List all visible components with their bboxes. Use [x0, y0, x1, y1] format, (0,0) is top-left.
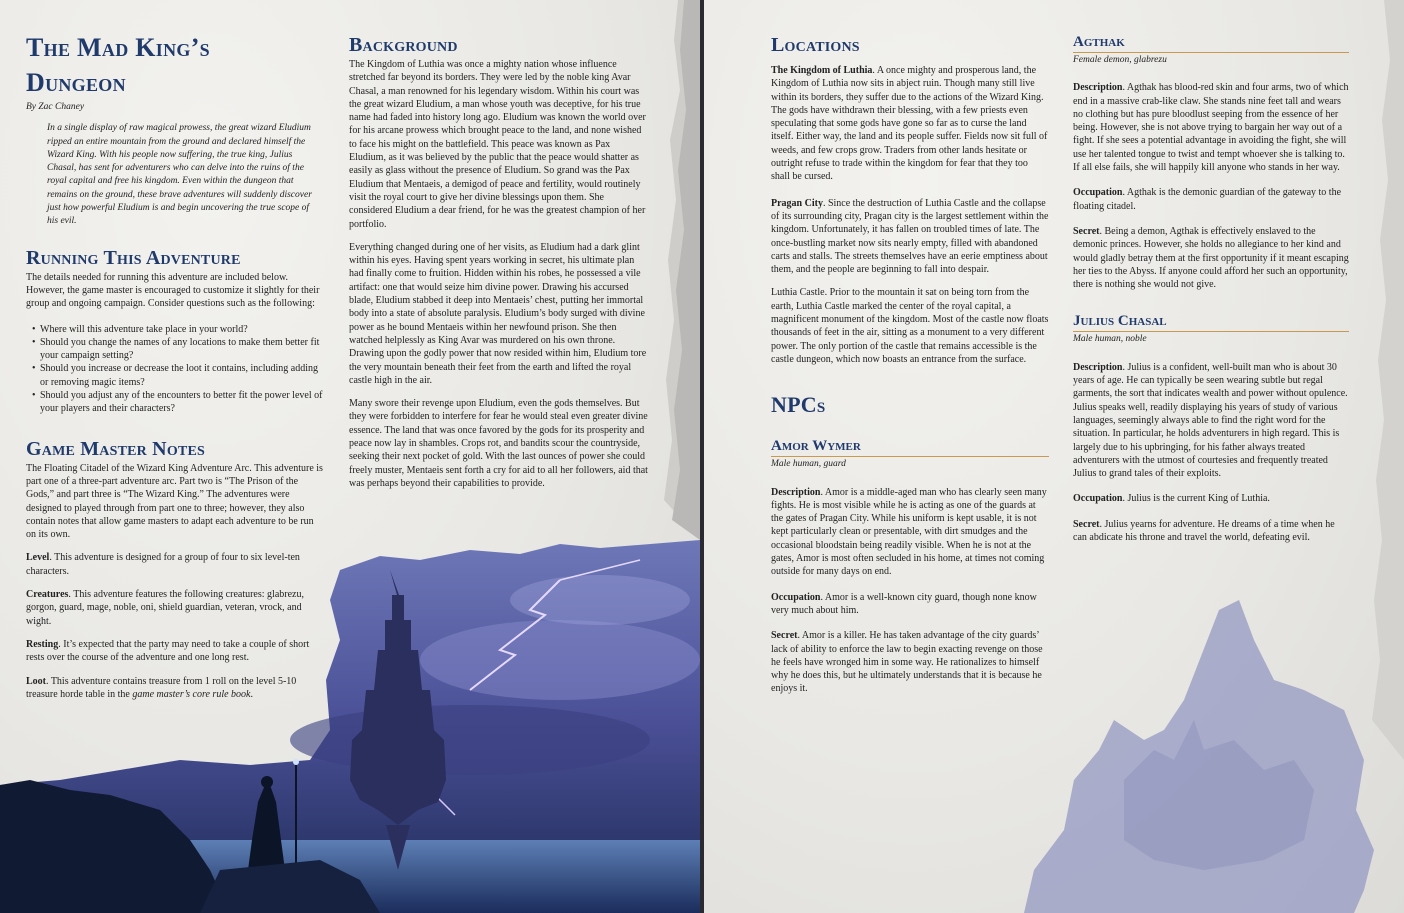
locations-heading: Locations [771, 34, 860, 56]
amor-subtitle: Male human, guard [771, 459, 846, 470]
amor-description [771, 486, 1049, 579]
title-line-2: Dungeon [26, 68, 126, 97]
agthak-secret [1073, 225, 1349, 291]
floating-citadel-artwork [0, 540, 700, 913]
amor-secret-text: . Amor is a killer. He has taken advantage of the city guards’ lack of ability to enforce the law to begin exacting revenge on those he feels have wronged him in some way. He rationalizes to himself why he does this, but he ultimately understands that it is because he enjoys it. [771, 630, 1043, 695]
pragan-paragraph [771, 197, 1049, 277]
background-p2: Everything changed during one of her visits, as Eludium had a dark glint within his eyes. Having spent years working in secret, his ultimate plan had finally come to fruition. Hidden within his robes, he possessed a vile artifact: one that would seize him divine power. Drawing his accursed blade, Eludium stabbed it deep into Mentaeis’ chest, putting her immortal body into a state of absolute paralysis. Eludium’s body surged with divine power as he bound Mentaeis within her newfound prison. She then watched helplessly as King Avar was murdered on his own throne. Drawing upon the godly power that now resided within him, Eludium tore the very mountain beneath their feet from the earth and lifted the royal castle high in the air. [349, 241, 647, 386]
creatures-label: Creatures [26, 589, 69, 601]
running-text: The details needed for running this adventure are included below. However, the game master is encouraged to customize it slightly for their group and ongoing campaign. Consider questions such as the following: [26, 271, 320, 310]
npcs-heading: NPCs [771, 392, 826, 418]
bullet-item: • Where will this adventure take place in your world? [40, 323, 324, 336]
julius-secret-label: Secret [1073, 518, 1100, 530]
amor-desc-label: Description [771, 486, 821, 498]
left-column-2 [349, 34, 649, 490]
intro-text: In a single display of raw magical prowess, the great wizard Eludium ripped an entire mountain from the ground and declared himself the Wizard King. With his people now suffering, the true king, Julius Chasal, has sent for adventurers who can delve into the ruins of the royal capital and free his kingdom. Even within the dungeon that remains on the ground, these brave adventures will suddenly discover just how powerful Eludium is and begin uncovering the true scope of his evil. [47, 123, 312, 227]
loot-text: . This adventure contains treasure from 1 roll on the level 5-10 treasure horde table in the [26, 675, 297, 700]
agthak-subtitle: Female demon, glabrezu [1073, 55, 1167, 65]
agthak-occupation [1073, 186, 1349, 213]
julius-secret-text: . Julius yearns for adventure. He dreams of a time when he can abdicate his throne and travel the world, defeating evil. [1073, 518, 1335, 544]
bullet-item: • Should you adjust any of the encounters to better fit the power level of your players and their characters? [40, 389, 324, 416]
author-byline: By Zac Chaney [26, 102, 85, 112]
level-text: . This adventure is designed for a group of four to six level-ten characters. [26, 552, 300, 577]
agthak-occ-label: Occupation [1073, 187, 1123, 199]
julius-secret [1073, 518, 1349, 545]
running-bullets [26, 323, 324, 416]
left-page [0, 0, 700, 913]
pragan-label: Pragan City [771, 197, 823, 209]
julius-occ-text: . Julius is the current King of Luthia. [1122, 493, 1270, 505]
amor-desc-text: . Amor is a middle-aged man who has clearly seen many fights. He is most visible while he is acting as one of the guards at the gates of Pragan City. While his uniform is kept usable, it is not kept particularly clean or presentable, with dirt smudges and the occasional bloodstain being readily visible. When he is not at the gates, Amor is most often secluded in his home, at times not coming outside for many days on end. [771, 486, 1047, 578]
bullet-item: • Should you increase or decrease the loot it contains, including adding or removing magic items? [40, 362, 324, 389]
agthak-desc-text: . Agthak has blood-red skin and four arms, two of which end in a massive crab-like claw. She stands nine feet tall and wears no clothing but has pure bloodlust seeping from the essence of her being. However, she is not above trying to bargain her way out of a fight. If she sees a potential advantage in avoiding the fight, she will use her talented tongue to twist and tempt whoever she is talking to. If all else fails, she will happily kill anyone who stands in her way. [1073, 82, 1349, 174]
agthak-secret-text: . Being a demon, Agthak is effectively enslaved to the demonic princes. However, she holds no allegiance to her kind and would gladly betray them at the first opportunity if it meant escaping her ties to the Abyss. If anyone could afford her such an opportunity, there is nothing she would not give. [1073, 225, 1349, 291]
amor-occ-label: Occupation [771, 591, 821, 603]
agthak-occ-text: . Agthak is the demonic guardian of the gateway to the floating citadel. [1073, 187, 1342, 212]
page-title [26, 30, 324, 100]
resting-text: . It’s expected that the party may need to take a couple of short rests over the course of the adventure and one long rest. [26, 638, 310, 664]
julius-description [1073, 361, 1349, 481]
creatures-text: . This adventure features the following creatures: glabrezu, gorgon, guard, mage, noble, oni, shield guardian, veteran, vrock, and wight. [26, 589, 304, 627]
title-line-1: The Mad King’s [26, 33, 210, 62]
julius-desc-text: . Julius is a confident, well-built man who is about 30 years of age. He can typically be seen wearing subtle but regal garments, the sort that indicates wealth and power without opulence. Julius speaks well, readily displaying his years of study of various languages, seemingly always able to find the right word for the situation. In particular, he holds adventurers in high regard. This is largely due to his upbringing, for his father always treated adventurers with the utmost of courtesies and frequently treated Julius to grand tales of their exploits. [1073, 361, 1348, 480]
background-p3: Many swore their revenge upon Eludium, even the gods themselves. But they were forbidden to interfere for fear he would steal even greater divine essence. The land that was once favored by the gods for its prosperity and peace now lay in shambles. Crops rot, and bandits scour the countryside, seeking their next pocket of gold. With the last ounces of power she could freely muster, Mentaeis sent forth a cry for aid to all her followers, aid that was perhaps beyond their capabilities to provide. [349, 398, 648, 489]
julius-subtitle: Male human, noble [1073, 334, 1147, 345]
right-column-1 [771, 34, 1049, 696]
gm-notes-heading: Game Master Notes [26, 437, 205, 460]
agthak-desc-label: Description [1073, 82, 1123, 94]
castle-paragraph: Luthia Castle. Prior to the mountain it sat on being torn from the earth, Luthia Castle marked the center of the royal capital, a magnificent monument of the kingdom. Most of the castle now floats thousands of feet in the air, sitting as a monument to a very different power. The only portion of the castle that remains accessible is the castle dungeon, which now boasts an entrance from the surface. [771, 287, 1049, 365]
luthia-paragraph [771, 64, 1049, 184]
loot-label: Loot [26, 675, 46, 687]
luthia-label: The Kingdom of Luthia [771, 65, 873, 76]
agthak-description [1073, 81, 1349, 174]
resting-label: Resting [26, 638, 59, 650]
julius-name: Julius Chasal [1073, 313, 1349, 332]
loot-end: . [250, 688, 253, 700]
amor-occ-text: . Amor is a well-known city guard, though none know very much about him. [771, 591, 1037, 616]
pragan-text: . Since the destruction of Luthia Castle and the collapse of its surrounding city, Pragan city is the largest settlement within the kingdom. Unfortunately, it has fallen on troubled times of late. The once-bustling market now sits nearly empty, filled with abandoned carts and stalls. The streets themselves have an eerie emptiness about them, and the people are beginning to fall into despair. [771, 197, 1049, 276]
background-heading: Background [349, 34, 458, 56]
amor-secret-label: Secret [771, 630, 798, 642]
loot-book: game master’s core rule book [132, 688, 251, 700]
gm-notes-text: The Floating Citadel of the Wizard King Adventure Arc. This adventure is part one of a three-part adventure arc. Part two is “The Prison of the Gods,” and part three is “The Wizard King.” The adventures were designed to played through from part one to three; however, they also contain notes that allow game masters to adapt each adventure to be run on its own. [26, 462, 323, 541]
level-label: Level [26, 552, 50, 564]
agthak-secret-label: Secret [1073, 225, 1100, 237]
background-p1: The Kingdom of Luthia was once a mighty nation whose influence stretched far beyond its borders. They were led by the noble king Avar Chasal, a man renowned for his legendary wisdom. Within his court was the great wizard Eludium, a man whose youth was deceptive, for his true name had faded into history long ago. Eludium was known the world over for his arcane prowess which brought peace to the land, and none wished to face his might on the battlefield. This peace was known as Pax Eludium, as it was believed by the public that the peace would shatter as easily as glass without the presence of Eludium. So grand was the Pax Eludium that Mentaeis, a demigod of peace and fertility, would routinely visit the royal court to give her divine blessings upon them. She considered Eludium a dear friend, for he was the greatest champion of her portfolio. [349, 59, 646, 230]
agthak-name: Agthak [1073, 34, 1349, 53]
luthia-text: . A once mighty and prosperous land, the Kingdom of Luthia now sits in abject ruin. Though many still live within its borders, they suffer due to the actions of the Wizard King. The gods have withdrawn their blessing, with a few priests even speculating that some gods have gone so far as to curse the land itself. Either way, the land and its people suffer. Fields now sit full of weeds, and few crops grow. Traders from other lands hesitate or outright refuse to trade within the kingdom for fear that they too shall be cursed. [771, 65, 1048, 183]
right-page [704, 0, 1404, 913]
julius-occupation [1073, 492, 1349, 505]
watercolor-splash [1004, 600, 1404, 913]
bullet-item: • Should you change the names of any locations to make them better fit your campaign setting? [40, 336, 324, 363]
running-heading: Running This Adventure [26, 246, 241, 269]
julius-desc-label: Description [1073, 361, 1123, 373]
julius-occ-label: Occupation [1073, 493, 1123, 505]
right-column-2 [1073, 34, 1349, 544]
amor-name: Amor Wymer [771, 438, 1049, 457]
